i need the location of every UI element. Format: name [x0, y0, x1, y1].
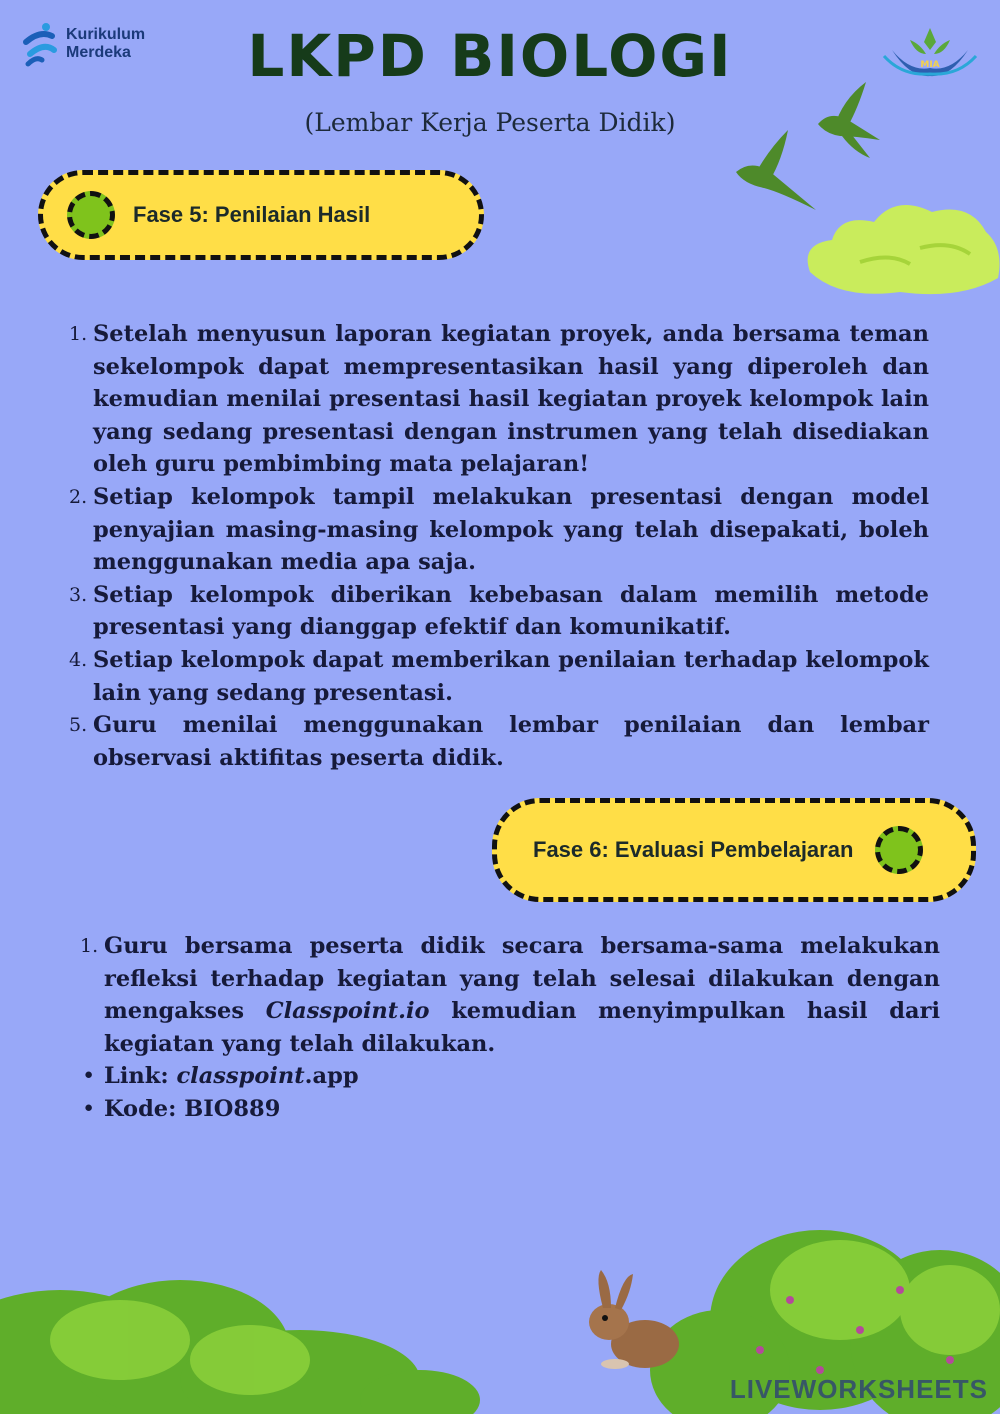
list-item: [69, 644, 929, 709]
list-item-text: Guru menilai menggunakan lembar penilaian dan lembar observasi aktifitas peserta didik.: [93, 712, 929, 771]
link-rest: .app: [304, 1063, 359, 1090]
list-item-text-part1: Guru bersama peserta didik secara bersama-sama melakukan refleksi terhadap kegiatan yang telah selesai dilakukan dengan mengakses: [104, 933, 940, 1025]
code-text: Kode: BIO889: [104, 1095, 281, 1122]
bullet-icon: •: [82, 1095, 96, 1122]
list-number: 1.: [69, 323, 88, 345]
cloud-illustration: [800, 192, 1000, 300]
phase-6-list: [80, 930, 940, 1126]
list-item: [80, 930, 940, 1060]
list-number: 5.: [69, 714, 88, 737]
phase-5-label: Fase 5: Penilaian Hasil: [133, 202, 371, 227]
link-italic: classpoint: [176, 1063, 305, 1090]
page-subtitle: (Lembar Kerja Peserta Didik): [304, 108, 676, 137]
list-item-text: Setiap kelompok tampil melakukan presentasi dengan model penyajian masing-masing kelompok yang telah disepakati, boleh menggunakan media apa saja.: [93, 483, 929, 576]
rabbit-illustration: [575, 1268, 685, 1372]
list-item: [69, 579, 929, 644]
phase-6-label: Fase 6: Evaluasi Pembelajaran: [533, 837, 854, 862]
list-number: 3.: [69, 583, 88, 606]
school-logo-text: MIA: [920, 60, 940, 70]
list-item: [69, 318, 929, 481]
phase-5-list: [69, 318, 929, 774]
link-label: Link:: [104, 1063, 177, 1090]
logo-line-2: Merdeka: [66, 44, 131, 61]
list-number: 1.: [80, 935, 99, 957]
phase-6-banner: [492, 798, 976, 902]
list-item-text: Setiap kelompok dapat memberikan penilaian terhadap kelompok lain yang sedang presentasi.: [93, 646, 929, 706]
logo-line-1: Kurikulum: [66, 26, 146, 43]
bullet-icon: •: [82, 1063, 96, 1090]
list-item-text: Setelah menyusun laporan kegiatan proyek, anda bersama teman sekelompok dapat mempresentasikan hasil yang diperoleh dan kemudian menilai presentasi hasil kegiatan proyek kelompok lain yang sedang presentasi dengan instrumen yang telah disediakan oleh guru pembimbing mata pelajaran!: [93, 321, 929, 478]
list-item-text: Setiap kelompok diberikan kebebasan dalam memilih metode presentasi yang dianggap efektif dan komunikatif.: [93, 581, 929, 641]
classpoint-io-text: Classpoint.io: [265, 998, 430, 1025]
school-logo-icon: [880, 20, 980, 84]
list-item: [69, 481, 929, 579]
phase-5-dot-icon: [67, 191, 115, 239]
list-number: 2.: [69, 485, 88, 508]
phase-5-banner: [38, 170, 484, 260]
page-title: LKPD BIOLOGI: [247, 22, 733, 90]
code-item: [82, 1093, 940, 1126]
phase-6-dot-icon: [875, 826, 923, 874]
liveworksheets-watermark: LIVEWORKSHEETS: [729, 1374, 988, 1404]
list-item: [69, 709, 929, 774]
list-item-text-part2: kemudian menyimpulkan hasil dari kegiatan yang telah dilakukan.: [104, 998, 940, 1057]
list-number: 4.: [69, 648, 88, 671]
link-item: [82, 1060, 940, 1093]
